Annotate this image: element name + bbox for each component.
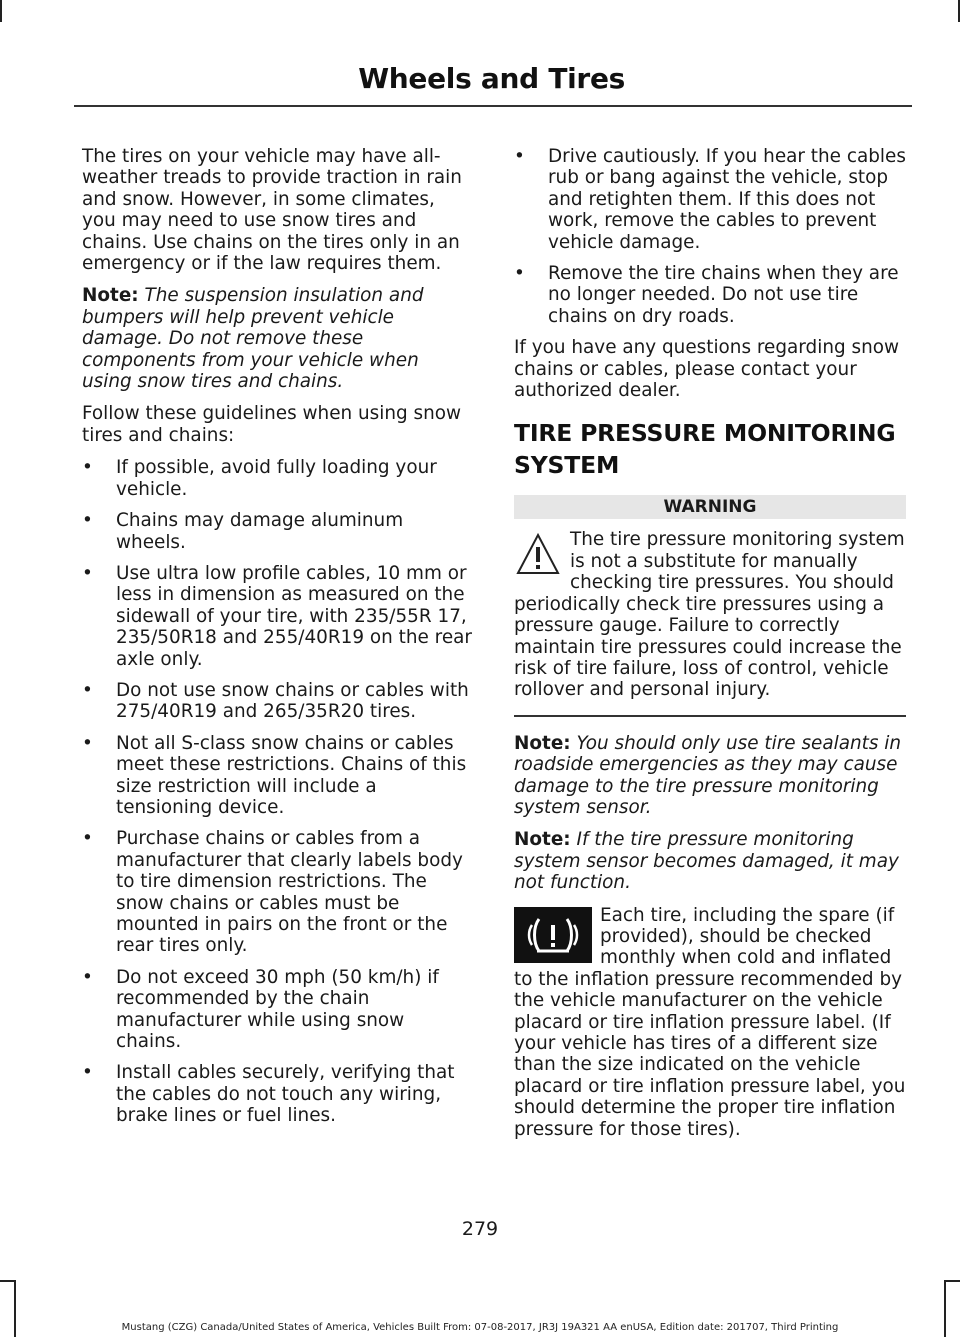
bullet-glyph: • — [82, 966, 93, 988]
questions-paragraph: If you have any questions regarding snow chains or cables, please contact your authorized dealer. — [514, 337, 900, 402]
section-heading-line2: SYSTEM — [514, 451, 620, 480]
footer-text: Mustang (CZG) Canada/United States of America, Vehicles Built From: 07-08-2017, JR3J 19A321 AA enUSA, Edition date: 201707, Third Printing — [121, 1322, 839, 1333]
header-rule — [74, 105, 912, 107]
note-paragraph — [514, 829, 906, 893]
page-title: Wheels and Tires — [358, 62, 625, 95]
intro-paragraph: The tires on your vehicle may have all-weather treads to provide traction in rain and snow. However, in some climates, you may need to use snow tires and chains. Use chains on the tires only in an emergency or if the law requires them. — [82, 146, 462, 275]
left-column — [82, 146, 474, 1137]
list-item-text: Chains may damage aluminum wheels. — [116, 510, 404, 553]
crop-mark-top-left — [0, 0, 2, 22]
list-item — [82, 510, 474, 553]
tpms-paragraph — [514, 905, 906, 1140]
list-item — [514, 146, 906, 253]
list-item — [82, 563, 474, 670]
list-item — [82, 457, 474, 500]
warning-text: The tire pressure monitoring system is not a substitute for manually checking tire pressures. You should periodically check tire pressures using a pressure gauge. Failure to correctly maintain tire pressures could increase the risk of tire failure, loss of control, vehicle rollover and personal injury. — [514, 529, 905, 701]
list-item — [514, 263, 906, 327]
warning-body — [514, 529, 906, 700]
tpms-text: Each tire, including the spare (if provided), should be checked monthly when cold and inflated to the inflation pressure recommended by the vehicle manufacturer on the vehicle placard or tire inflation pressure label. (If your vehicle has tires of a different size than the size indicated on the vehicle placard or tire inflation pressure label, you should determine the proper tire inflation pressure for those tires). — [514, 904, 906, 1140]
bullet-glyph: • — [514, 146, 525, 167]
list-item-text: Purchase chains or cables from a manufacturer that clearly labels body to tire dimension restrictions. The snow chains or cables must be mounted in pairs on the front or the rear tires only. — [116, 828, 463, 957]
list-item-text: Do not use snow chains or cables with 275/40R19 and 265/35R20 tires. — [116, 679, 469, 723]
list-item — [82, 680, 474, 723]
warning-bottom-rule — [514, 715, 906, 717]
snow-chain-guidelines-list-continued — [514, 146, 906, 327]
note-label: Note: — [514, 829, 571, 851]
note-label: Note: — [514, 732, 571, 754]
list-item-text: Drive cautiously. If you hear the cables rub or bang against the vehicle, stop and retighten them. If this does not work, remove the cables to prevent vehicle damage. — [548, 146, 906, 253]
note-text: If the tire pressure monitoring system sensor becomes damaged, it may not function. — [514, 829, 899, 894]
list-item-text: Install cables securely, verifying that the cables do not touch any wiring, brake lines or fuel lines. — [116, 1062, 455, 1127]
warning-header: WARNING — [514, 495, 906, 519]
section-heading-line1: TIRE PRESSURE MONITORING — [514, 419, 896, 448]
list-item-text: Use ultra low profile cables, 10 mm or less in dimension as measured on the sidewall of your tire, with 235/55R 17, 235/50R18 and 255/40R19 on the rear axle only. — [116, 562, 472, 670]
note-text: You should only use tire sealants in roadside emergencies as they may cause damage to the tire pressure monitoring system sensor. — [514, 732, 902, 818]
note-text: The suspension insulation and bumpers will help prevent vehicle damage. Do not remove these components from your vehicle when using snow tires and chains. — [82, 285, 424, 393]
crop-mark-bottom-left-h — [0, 1280, 16, 1282]
crop-mark-bottom-right-h — [944, 1280, 960, 1282]
list-item-text: Not all S-class snow chains or cables meet these restrictions. Chains of this size restriction will include a tensioning device. — [116, 732, 467, 818]
bullet-glyph: • — [82, 1062, 93, 1084]
bullet-glyph: • — [82, 510, 93, 532]
bullet-glyph: • — [514, 263, 525, 285]
bullet-glyph: • — [82, 732, 93, 754]
warning-triangle-icon — [514, 529, 562, 593]
note-paragraph — [82, 285, 474, 392]
section-heading — [514, 417, 906, 481]
guidelines-intro: Follow these guidelines when using snow tires and chains: — [82, 403, 462, 446]
bullet-glyph: • — [82, 457, 93, 479]
list-item-text: Remove the tire chains when they are no longer needed. Do not use tire chains on dry roads. — [548, 263, 899, 327]
note-paragraph — [514, 733, 906, 819]
list-item — [82, 828, 474, 956]
note-label: Note: — [82, 285, 139, 307]
list-item-text: If possible, avoid fully loading your vehicle. — [116, 457, 437, 500]
right-column — [514, 146, 906, 1140]
bullet-glyph: • — [82, 679, 93, 701]
bullet-glyph: • — [82, 828, 93, 850]
list-item — [82, 967, 474, 1053]
list-item-text: Do not exceed 30 mph (50 km/h) if recommended by the chain manufacturer while using snow chains. — [116, 966, 439, 1053]
list-item — [82, 1062, 474, 1126]
snow-chain-guidelines-list — [82, 457, 474, 1126]
tire-pressure-warning-icon — [514, 907, 592, 963]
page-number: 279 — [461, 1218, 499, 1240]
list-item — [82, 733, 474, 819]
bullet-glyph: • — [82, 562, 93, 584]
